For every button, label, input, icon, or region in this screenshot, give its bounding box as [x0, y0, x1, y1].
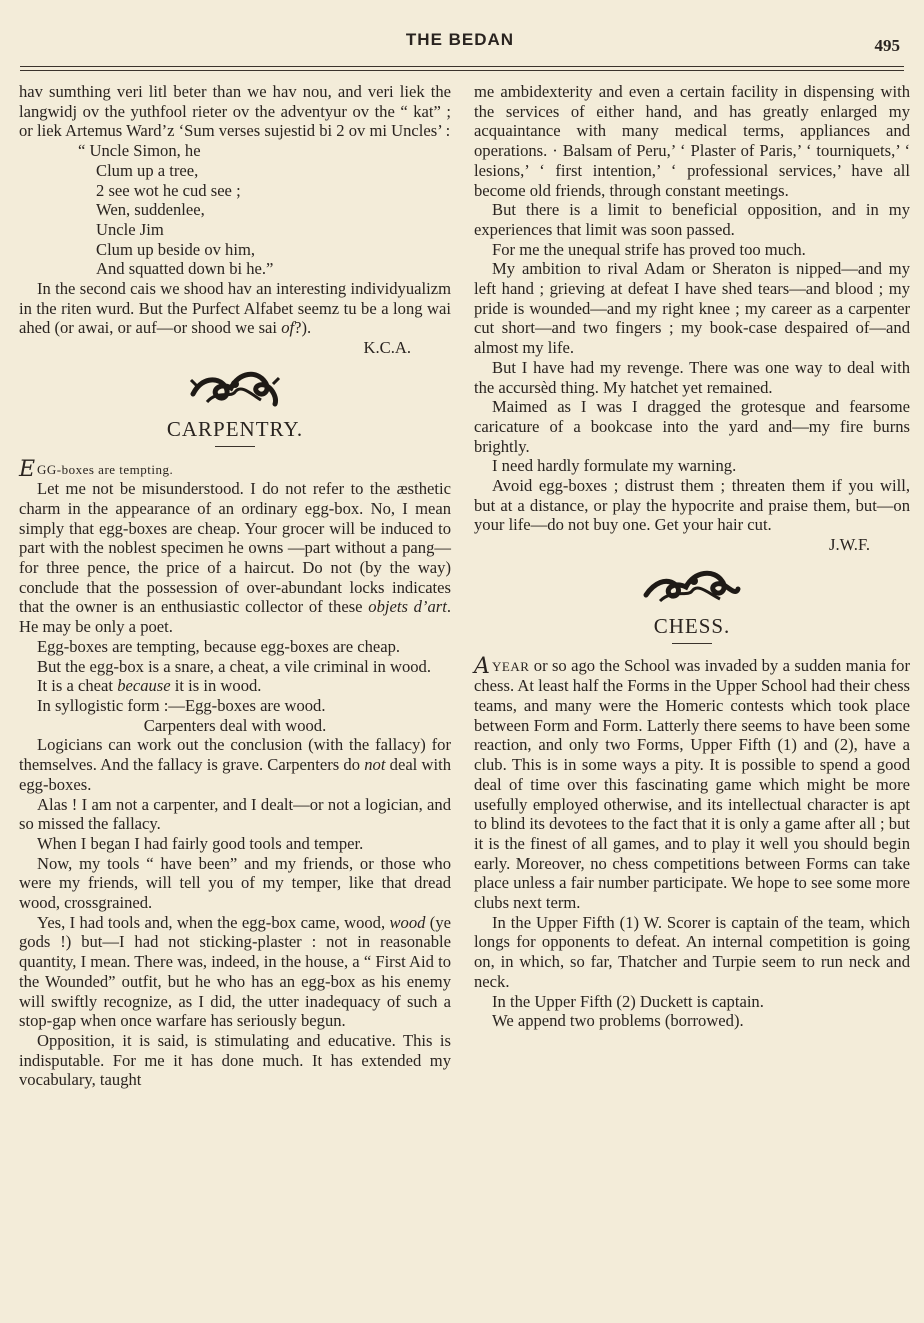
text: Yes, I had tools and, when the egg-box came, wood, — [37, 912, 386, 932]
text: In the second cais we shood hav an interesting individyualizm in the riten wurd. But the Purfect Alfabet seemz tu be a long wai ahed (or awai, or auf—or shood we sai — [19, 279, 451, 338]
paragraph: In the Upper Fifth (2) Duckett is captain. — [492, 991, 764, 1011]
poem — [78, 141, 451, 279]
paragraph: For me the unequal strife has proved too much. — [492, 239, 806, 259]
flourish-ornament-icon — [187, 364, 283, 410]
paragraph — [19, 479, 451, 637]
page-number: 495 — [874, 36, 900, 55]
section-rule — [672, 643, 712, 644]
opening-text: GG-boxes are tempting. — [37, 461, 174, 477]
paragraph — [19, 676, 451, 696]
poem-line: Clum up a tree, — [96, 160, 199, 180]
text: Let me not be misunderstood. I do not refer to the æsthetic charm in the appearance of an ordinary egg-box. No, I mean simply that egg-boxes are cheap. Your grocer will be induced to part with the noblest specimen he owns —part without a pang—for three pence, the price of a haircut. Do not (by the way) conclude that the possession of over-abundant locks indicates that the owner is an enthusiastic collector of these — [19, 479, 451, 617]
paragraph — [474, 653, 910, 913]
paragraph: Egg-boxes are tempting, because egg-boxes are cheap. — [37, 636, 401, 656]
paragraph: But I have had my revenge. There was one way to deal with the accursèd thing. My hatchet yet remained. — [474, 357, 910, 397]
text: or so ago the School was invaded by a sudden mania for chess. At least half the Forms in the Upper School had their chess teams, and many were the Homeric contests which took place between Form and Form. Latterly there seems to have been some reaction, and only two Forms, Upper Fifth (1) and (2), have a club. This is in some ways a pity. It is possible to spend a good deal of time over this fascinating game which might be more usefully employed otherwise, and its intellectual character is apt to blind its devotees to the fact that it is only a game after all ; but it is the finest of all games, and to play it well you should begin early. Moreover, no chess competitions between Forms can take place unless a fair number participate. We hope to see some more clubs next term. — [474, 655, 910, 913]
drop-cap: A — [474, 653, 490, 679]
emphasis: wood — [389, 912, 426, 932]
flourish-ornament-icon — [642, 561, 742, 607]
paragraph: me ambidexterity and even a certain facility in dispensing with the services of either hand, and has greatly enlarged my acquaintance with many medical terms, appliances and operations. · Balsam of Peru,’ ‘ Plaster of Paris,’ ‘ tourniquets,’ ‘ lesions,’ ‘ first intention,’ ‘ professional services,’ have all become old friends, through constant meetings. — [474, 82, 910, 200]
paragraph: In the Upper Fifth (1) W. Scorer is captain of the team, which longs for opponents to defeat. An internal competition is going on, in which, so far, Thatcher and Turpie seem to run neck and neck. — [474, 912, 910, 991]
text: it is in wood. — [170, 676, 262, 696]
text: (ye gods !) but—I had not sticking-plaster : not in reasonable quantity, I mean. There was, indeed, in the house, a “ First Aid to the Wounded” outfit, but he who has an egg-box as his enemy will swiftly recognize, as I did, the utter inadequacy of such a stop-gap when once warfare has seriously begun. — [19, 912, 451, 1031]
text: . He may be only a poet. — [19, 597, 451, 637]
paragraph: My ambition to rival Adam or Sheraton is nipped—and my left hand ; grieving at defeat I have shed tears—and blood ; my pride is wounded—and my right knee ; my career as a carpenter cut short—and two fingers ; my book-case despaired of—and almost my life. — [474, 259, 910, 358]
poem-line: “ Uncle Simon, he — [78, 141, 201, 161]
section-rule — [215, 446, 255, 447]
poem-line: And squatted down bi he.” — [96, 259, 274, 279]
paragraph: Opposition, it is said, is stimulating and educative. This is indisputable. For me it has done much. It has extended my vocabulary, taught — [19, 1030, 451, 1090]
paragraph: Alas ! I am not a carpenter, and I dealt—or not a logician, and so missed the fallacy. — [19, 794, 451, 834]
paragraph: hav sumthing veri litl beter than we hav nou, and veri liek the langwidj ov the yuthfool rieter ov the adventyur ov the “ kat” ; or liek Artemus Ward’z ‘Sum verses sujestid bi 2 ov mi Uncles’ : — [19, 82, 451, 141]
text: deal with egg-boxes. — [19, 755, 452, 794]
poem-line: 2 see wot he cud see ; — [96, 180, 241, 200]
paragraph — [19, 279, 451, 338]
text: ?). — [294, 318, 312, 338]
emphasis: because — [117, 676, 171, 696]
paragraph: I need hardly formulate my warning. — [492, 456, 737, 476]
emphasis: of — [281, 318, 295, 338]
opening-text: YEAR — [492, 658, 530, 674]
emphasis: not — [364, 755, 386, 775]
paragraph: But the egg-box is a snare, a cheat, a vile criminal in wood. — [37, 656, 431, 676]
page-header — [20, 30, 900, 54]
poem-line: Wen, suddenlee, — [96, 200, 205, 220]
header-rule-thin — [20, 70, 904, 71]
paragraph: Carpenters deal with wood. — [143, 715, 327, 735]
paragraph: We append two problems (borrowed). — [492, 1011, 744, 1031]
right-column — [474, 82, 910, 1031]
journal-title: THE BEDAN — [405, 30, 515, 49]
paragraph: But there is a limit to beneficial opposition, and in my experiences that limit was soon passed. — [474, 200, 910, 239]
left-column — [19, 82, 451, 1090]
paragraph: Avoid egg-boxes ; distrust them ; threaten them if you will, but at a distance, or play the hypocrite and praise them, but—on your life—do not buy one. Get your hair cut. — [474, 476, 910, 535]
section-title-chess: CHESS. — [653, 613, 731, 638]
paragraph: In syllogistic form :—Egg-boxes are wood. — [37, 695, 326, 715]
drop-cap: E — [19, 456, 36, 482]
header-rule — [20, 66, 904, 67]
poem-line: Clum up beside ov him, — [96, 239, 256, 259]
ornament-divider — [474, 561, 910, 607]
text: It is a cheat — [37, 676, 114, 696]
signature: J.W.F. — [829, 535, 870, 555]
paragraph: When I began I had fairly good tools and temper. — [37, 833, 364, 853]
paragraph: Now, my tools “ have been” and my friends, or those who were my friends, will tell you of my temper, like that dread wood, crossgrained. — [19, 853, 451, 913]
text: Logicians can work out the conclusion (with the fallacy) for themselves. And the fallacy is grave. Carpenters do — [19, 735, 451, 775]
paragraph — [19, 913, 451, 1031]
paragraph — [19, 735, 451, 794]
paragraph: Maimed as I was I dragged the grotesque and fearsome caricature of a bookcase into the yard and—my fire burns brightly. — [474, 397, 910, 456]
section-title-carpentry: CARPENTRY. — [166, 416, 304, 441]
ornament-divider — [19, 364, 451, 410]
paragraph — [19, 456, 451, 482]
poem-line: Uncle Jim — [96, 219, 164, 239]
signature: K.C.A. — [363, 338, 411, 358]
emphasis: objets d’art — [368, 597, 447, 617]
